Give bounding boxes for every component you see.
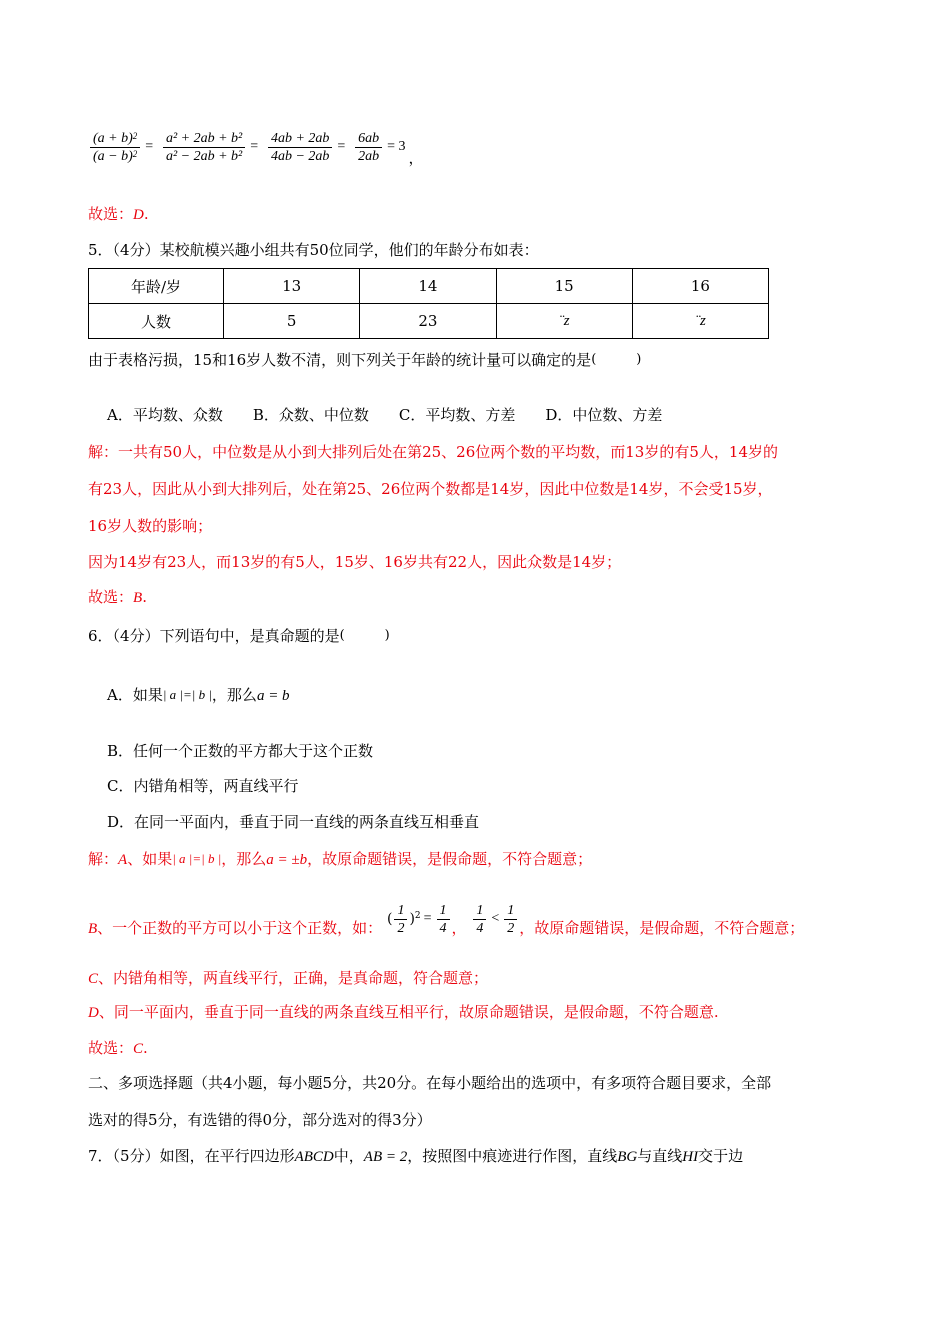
q6-option-a: A．如果| a |=| b |，那么a = b [107,686,290,704]
q6-stem: 6．（4分）下列语句中，是真命题的是( ) [88,627,390,645]
q5-after-table: 由于表格污损，15和16岁人数不清，则下列关于年龄的统计量可以确定的是( ) [88,351,642,369]
count-14: 23 [360,304,496,339]
q5-stem: 5．（4分）某校航模兴趣小组共有50位同学，他们的年龄分布如表： [88,241,539,259]
age-16: 16 [632,269,768,304]
header-label: 年龄/岁 [89,269,224,304]
count-label: 人数 [89,304,224,339]
q5-solution-4: 因为14岁有23人，而13岁的有5人，15岁、16岁共有22人，因此众数是14岁； [88,553,622,571]
count-16: ¨z [632,304,768,339]
q5-solution-3: 16岁人数的影响； [88,517,213,535]
count-13: 5 [224,304,360,339]
q6-option-c: C．内错角相等，两直线平行 [107,777,299,795]
q6-solution-b: B、一个正数的平方可以小于这个正数，如： ( $\frac{1}{2}$ )$^2$ = $\frac{1}{4}$ ， $\frac{1}{4}$ < $\frac{1}{2}$ ，故原命题错误，是假命题，不符合题意； [88,902,805,937]
formula-top: $\frac{(a + b)^2}{(a - b)^2}$ = $\frac{\text{a² + 2ab + b²}}{\text{a² − 2ab + b²}}$ = $\frac{4ab + 2ab}{4ab - 2ab}$ = $\frac{6ab}{2ab}$ = 3， [88,126,424,167]
section2-header-1: 二、多项选择题（共4小题，每小题5分，共20分。在每小题给出的选项中，有多项符合题目要求，全部 [88,1074,772,1092]
table-row [89,304,769,339]
age-15: 15 [496,269,632,304]
age-13: 13 [224,269,360,304]
q6-option-d: D．在同一平面内，垂直于同一直线的两条直线互相垂直 [107,813,480,831]
q6-solution-a: 解：A、如果| a |=| b |，那么a = ±b，故原命题错误，是假命题，不符合题意； [88,850,593,868]
age-distribution-table [88,268,769,339]
q7-stem: 7．（5分）如图，在平行四边形ABCD中，AB = 2，按照图中痕迹进行作图，直线BG与直线HI交于边 [88,1147,744,1165]
section2-header-2: 选对的得5分，有选错的得0分，部分选对的得3分） [88,1111,432,1129]
fraction-3: $\frac{4ab + 2ab}{4ab - 2ab}$ [268,130,332,165]
answer-q4: 故选：D. [88,205,149,223]
count-15: ¨z [496,304,632,339]
fraction-2: $\frac{\text{a² + 2ab + b²}}{\text{a² − 2ab + b²}}$ [163,130,245,165]
q5-solution-1: 解：一共有50人，中位数是从小到大排列后处在第25、26位两个数的平均数，而13岁的有5人，14岁的 [88,443,778,461]
q6-solution-c: C、内错角相等，两直线平行，正确，是真命题，符合题意； [88,969,489,987]
age-14: 14 [360,269,496,304]
q5-options: A．平均数、众数 B．众数、中位数 C．平均数、方差 D．中位数、方差 [107,406,663,424]
q6-solution-d: D、同一平面内，垂直于同一直线的两条直线互相平行，故原命题错误，是假命题，不符合题意. [88,1003,719,1021]
table-row [89,269,769,304]
answer-q5: 故选：B. [88,588,147,606]
fraction-1: $\frac{(a + b)^2}{(a - b)^2}$ [90,130,140,165]
q5-solution-2: 有23人，因此从小到大排列后，处在第25、26位两个数都是14岁，因此中位数是14岁，不会受15岁， [88,480,773,498]
answer-q6: 故选：C. [88,1039,148,1057]
q6-option-b: B．任何一个正数的平方都大于这个正数 [107,742,374,760]
fraction-4: $\frac{6ab}{2ab}$ [355,130,382,165]
